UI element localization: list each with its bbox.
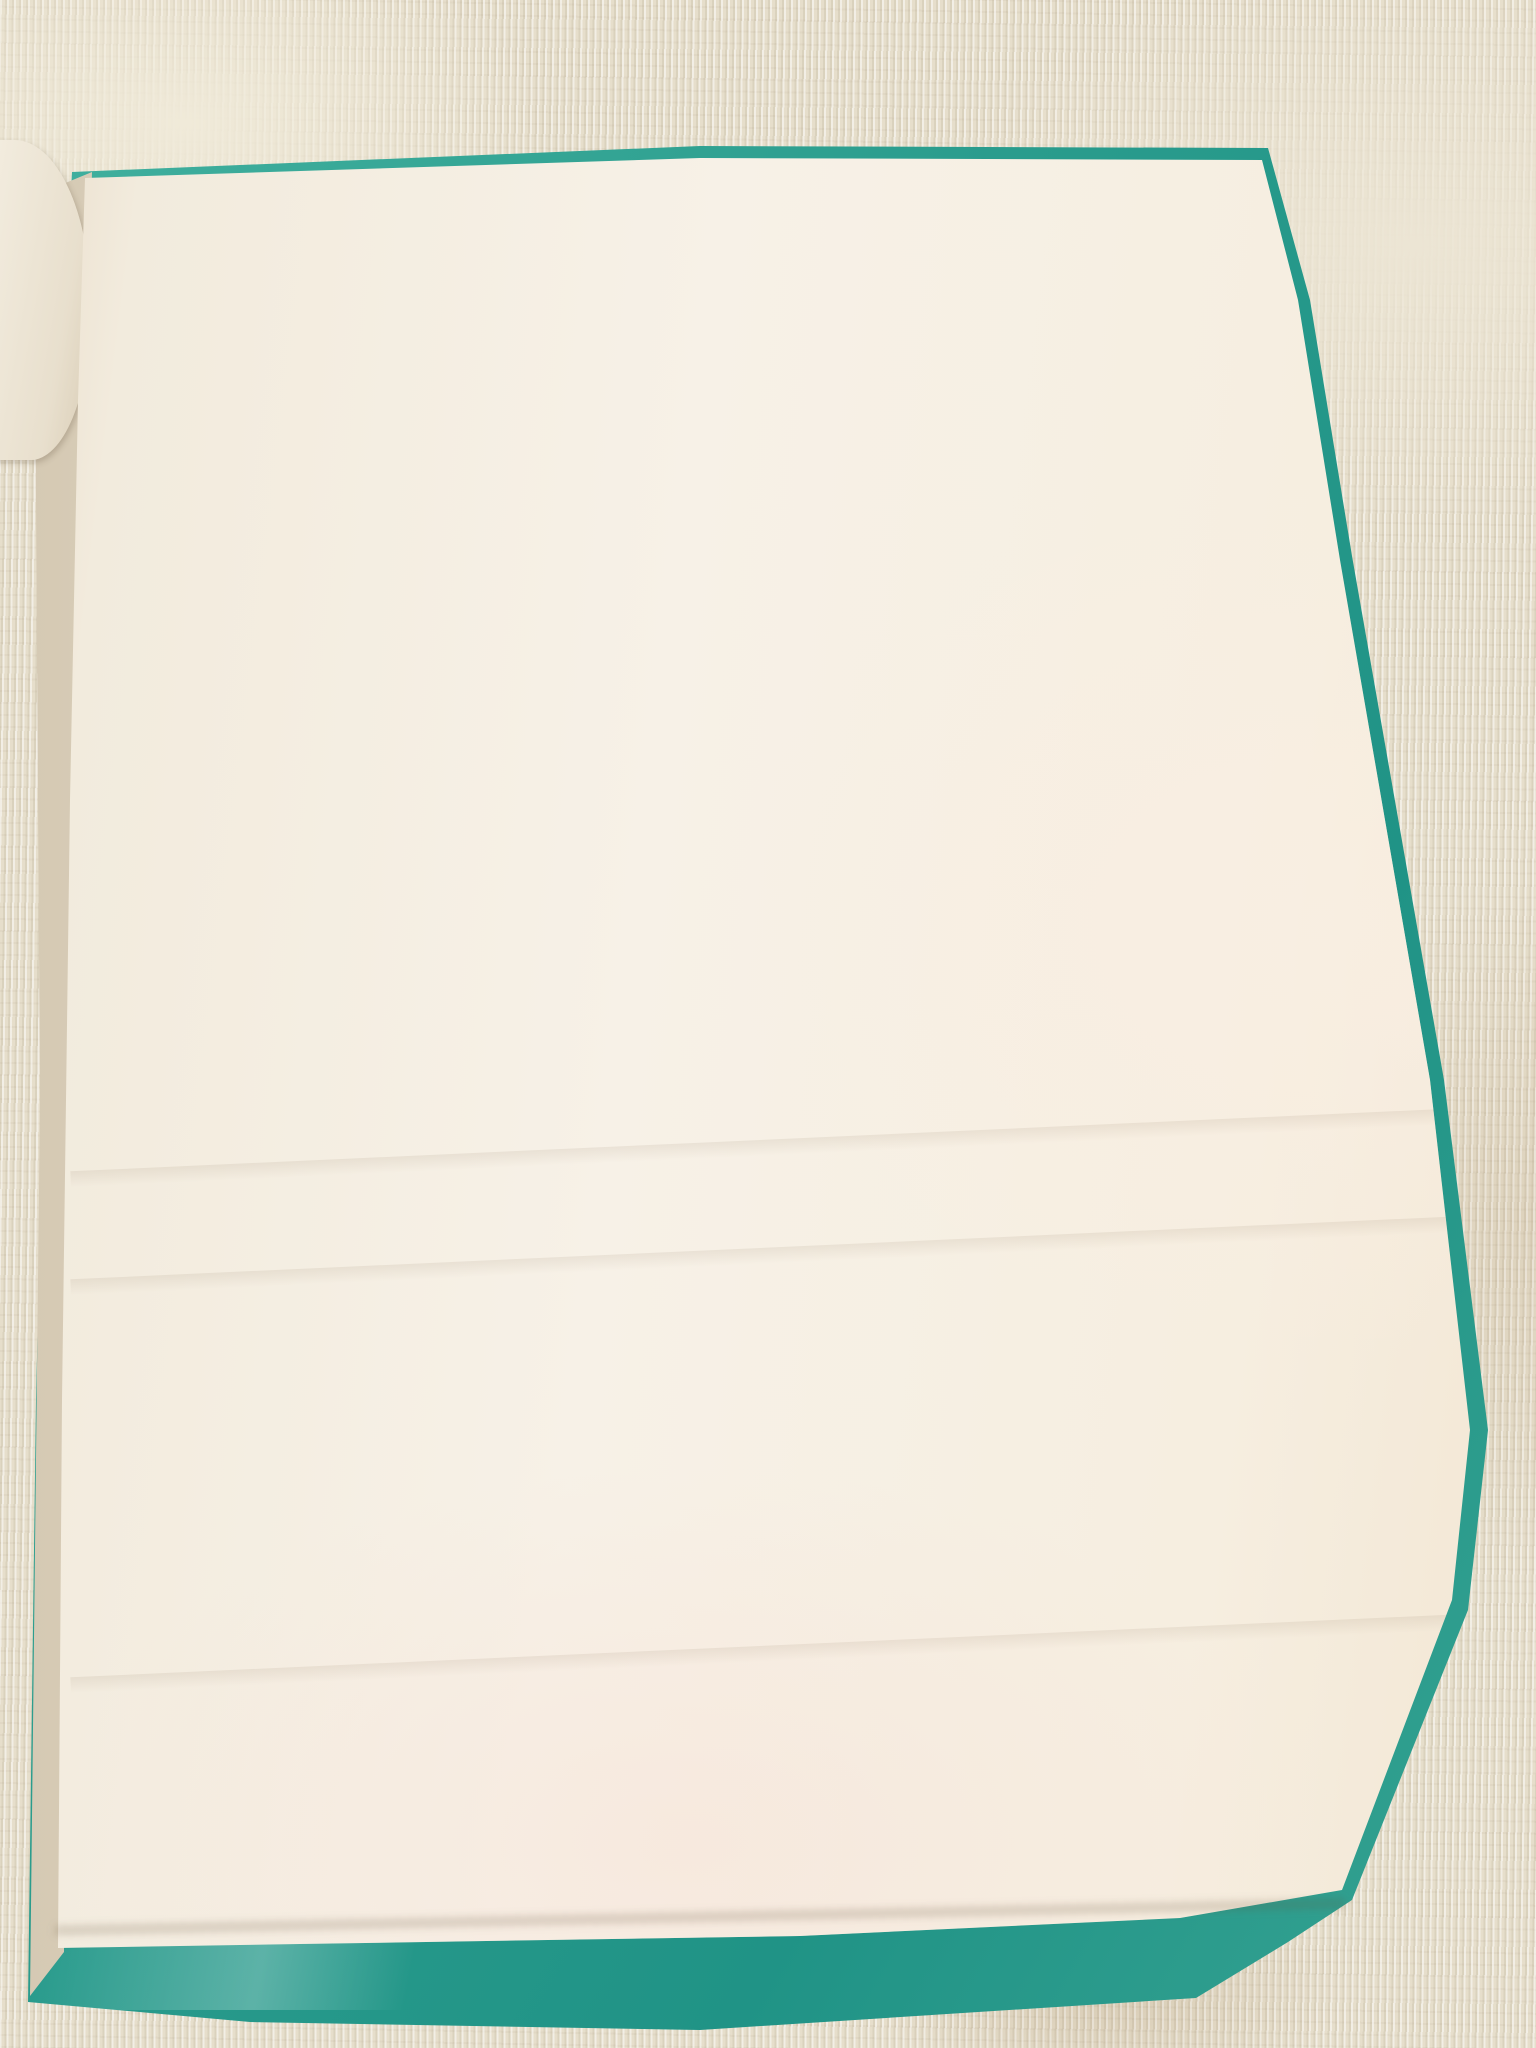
page-crease: [70, 1615, 1449, 1694]
exercise22-item-list: [142, 207, 1332, 296]
exercise21-header: [142, 207, 1332, 296]
exercise23-item: [168, 207, 1332, 295]
exercise23-example-answer: [194, 207, 1332, 293]
exercise21-item-list: [142, 207, 1332, 296]
page-crease: [70, 1109, 1449, 1188]
exercise23-header: [142, 207, 1332, 296]
exercise22-header: [142, 207, 1332, 296]
page-crease: [70, 1217, 1449, 1296]
page-number: [492, 261, 612, 270]
